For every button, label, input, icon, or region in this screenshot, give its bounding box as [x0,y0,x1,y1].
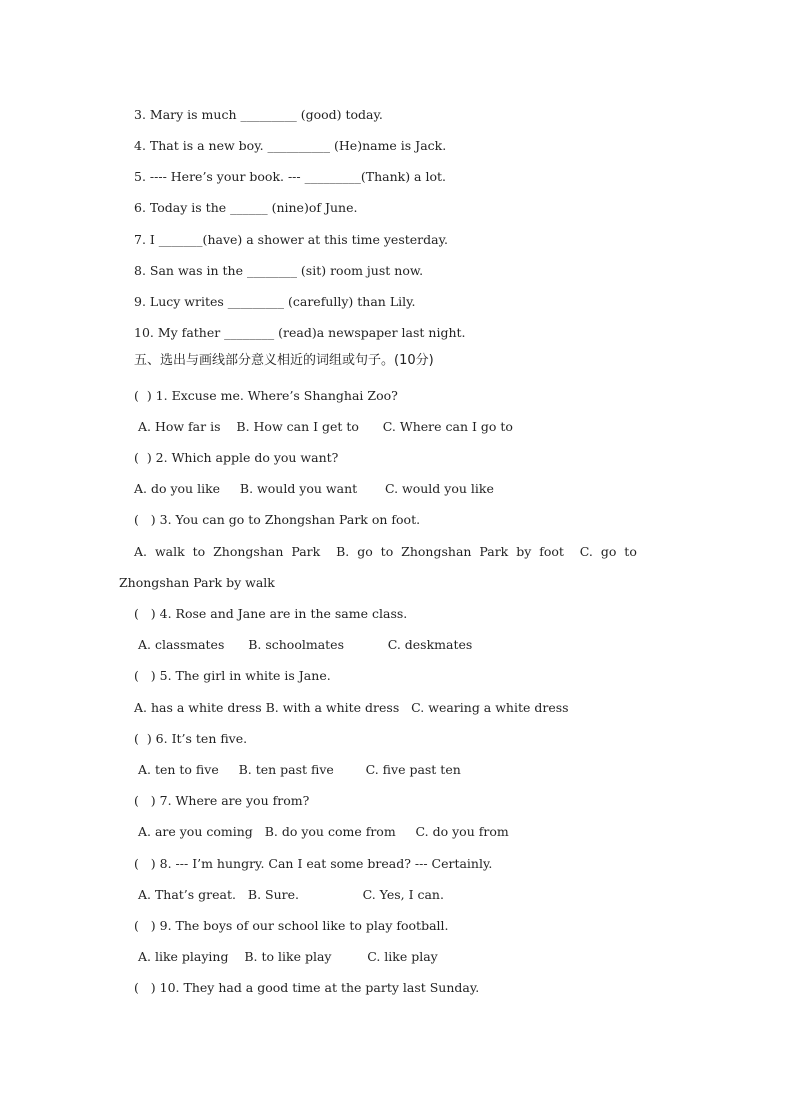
section-heading: 五、选出与画线部分意义相近的词组或句子。(10分) [134,353,434,368]
question-4: ( ) 4. Rose and Jane are in the same class. [134,606,408,621]
fill-in-item-8: 8. San was in the ________ (sit) room just now. [134,263,424,278]
fill-in-item-7: 7. I _______(have) a shower at this time yesterday. [134,232,448,247]
question-2: ( ) 2. Which apple do you want? [134,450,339,465]
question-7: ( ) 7. Where are you from? [134,793,310,808]
question-3-options: A. walk to Zhongshan Park B. go to Zhongshan Park by foot C. go to [134,544,637,559]
question-6: ( ) 6. It’s ten five. [134,731,248,746]
question-5: ( ) 5. The girl in white is Jane. [134,668,331,683]
question-4-options: A. classmates B. schoolmates C. deskmates [134,637,473,652]
question-5-options: A. has a white dress B. with a white dress C. wearing a white dress [134,700,569,715]
fill-in-item-10: 10. My father ________ (read)a newspaper last night. [134,325,466,340]
question-8: ( ) 8. --- I’m hungry. Can I eat some bread? --- Certainly. [134,856,493,871]
fill-in-item-9: 9. Lucy writes _________ (carefully) than Lily. [134,294,416,309]
question-10: ( ) 10. They had a good time at the party last Sunday. [134,980,480,995]
question-3: ( ) 3. You can go to Zhongshan Park on foot. [134,512,421,527]
question-1: ( ) 1. Excuse me. Where’s Shanghai Zoo? [134,388,398,403]
question-7-options: A. are you coming B. do you come from C. do you from [134,824,509,839]
fill-in-item-3: 3. Mary is much _________ (good) today. [134,107,383,122]
fill-in-item-4: 4. That is a new boy. __________ (He)name is Jack. [134,138,447,153]
question-6-options: A. ten to five B. ten past five C. five past ten [134,762,461,777]
fill-in-item-5: 5. ---- Here’s your book. --- _________(Thank) a lot. [134,169,446,184]
question-2-options: A. do you like B. would you want C. would you like [134,481,494,496]
question-9: ( ) 9. The boys of our school like to play football. [134,918,449,933]
fill-in-item-6: 6. Today is the ______ (nine)of June. [134,200,358,215]
question-8-options: A. That’s great. B. Sure. C. Yes, I can. [134,887,444,902]
question-1-options: A. How far is B. How can I get to C. Where can I go to [134,419,513,434]
question-3-options-continued: Zhongshan Park by walk [119,575,275,590]
question-9-options: A. like playing B. to like play C. like play [134,949,438,964]
